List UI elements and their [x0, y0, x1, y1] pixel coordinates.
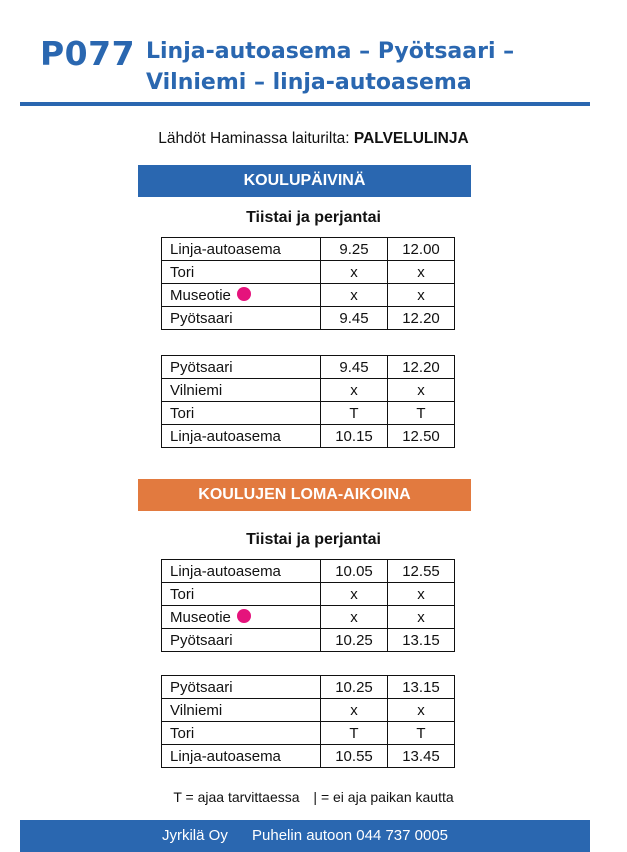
stop-name: Linja-autoasema	[162, 745, 321, 768]
stop-name: Tori	[162, 722, 321, 745]
departure-time: x	[388, 284, 455, 307]
table-row	[162, 629, 455, 652]
departure-time: x	[388, 583, 455, 606]
departure-time: T	[388, 402, 455, 425]
departure-time: 12.55	[388, 560, 455, 583]
stop-name: Linja-autoasema	[162, 425, 321, 448]
section-school-days-weekdays: Tiistai ja perjantai	[246, 209, 381, 226]
departure-time: x	[321, 261, 388, 284]
route-code: P077	[40, 34, 136, 73]
stop-name: Pyötsaari	[162, 356, 321, 379]
departure-time: x	[321, 606, 388, 629]
table-row	[162, 402, 455, 425]
stop-marker-dot-icon	[237, 609, 251, 623]
table-row	[162, 560, 455, 583]
table-row	[162, 699, 455, 722]
stop-name: Tori	[162, 402, 321, 425]
departure-time: x	[321, 583, 388, 606]
stop-name: Vilniemi	[162, 699, 321, 722]
departure-info	[0, 130, 627, 148]
departure-time: 10.55	[321, 745, 388, 768]
table-row	[162, 356, 455, 379]
departure-time: 13.15	[388, 629, 455, 652]
departure-prefix: Lähdöt Haminassa laiturilta:	[158, 130, 350, 147]
table-row	[162, 722, 455, 745]
departure-time: 10.25	[321, 676, 388, 699]
departure-time: 12.20	[388, 356, 455, 379]
footer-operator: Jyrkilä Oy	[161, 827, 228, 844]
stop-cell	[162, 606, 321, 629]
table-row	[162, 307, 455, 330]
table-row	[162, 583, 455, 606]
departure-time: 12.20	[388, 307, 455, 330]
timetable-holiday-return	[161, 675, 455, 768]
table-row	[162, 745, 455, 768]
stop-name: Vilniemi	[162, 379, 321, 402]
table-row	[162, 606, 455, 629]
departure-time: 10.15	[321, 425, 388, 448]
departure-time: 9.25	[321, 238, 388, 261]
timetable-school-outbound	[161, 237, 455, 330]
stop-name: Tori	[162, 583, 321, 606]
timetable-school-return	[161, 355, 455, 448]
departure-time: 13.45	[388, 745, 455, 768]
stop-name: Pyötsaari	[162, 676, 321, 699]
departure-time: 10.25	[321, 629, 388, 652]
departure-time: 9.45	[321, 307, 388, 330]
section-school-days-banner: KOULUPÄIVINÄ	[138, 165, 471, 197]
departure-time: 12.00	[388, 238, 455, 261]
departure-time: 9.45	[321, 356, 388, 379]
footer-bar	[20, 820, 590, 852]
departure-platform: PALVELULINJA	[353, 130, 469, 147]
departure-time: x	[388, 699, 455, 722]
departure-time: 13.15	[388, 676, 455, 699]
stop-marker-dot-icon	[237, 287, 251, 301]
departure-time: x	[321, 699, 388, 722]
legend	[0, 789, 627, 805]
departure-time: 10.05	[321, 560, 388, 583]
header-divider	[20, 102, 590, 106]
departure-time: x	[388, 379, 455, 402]
departure-time: x	[388, 606, 455, 629]
legend-t-note: T = ajaa tarvittaessa	[173, 789, 300, 805]
departure-time: T	[321, 722, 388, 745]
table-row	[162, 379, 455, 402]
departure-time: T	[388, 722, 455, 745]
table-row	[162, 238, 455, 261]
stop-name: Pyötsaari	[162, 307, 321, 330]
legend-bar-note: | = ei aja paikan kautta	[313, 789, 454, 805]
section-school-holidays-banner: KOULUJEN LOMA-AIKOINA	[138, 479, 471, 511]
timetable-holiday-outbound	[161, 559, 455, 652]
departure-time: x	[321, 284, 388, 307]
table-row	[162, 676, 455, 699]
table-row	[162, 425, 455, 448]
route-title-line-1: Linja-autoasema – Pyötsaari –	[146, 39, 515, 64]
section-school-holidays-weekdays: Tiistai ja perjantai	[246, 531, 381, 548]
route-title	[146, 36, 514, 98]
table-row	[162, 261, 455, 284]
departure-time: x	[388, 261, 455, 284]
footer-phone: Puhelin autoon 044 737 0005	[252, 827, 449, 844]
stop-cell	[162, 284, 321, 307]
table-row	[162, 284, 455, 307]
stop-name: Pyötsaari	[162, 629, 321, 652]
departure-time: x	[321, 379, 388, 402]
stop-name: Museotie	[170, 286, 231, 304]
departure-time: T	[321, 402, 388, 425]
stop-name: Tori	[162, 261, 321, 284]
stop-name: Museotie	[170, 608, 231, 626]
departure-time: 12.50	[388, 425, 455, 448]
route-title-line-2: Vilniemi – linja-autoasema	[146, 70, 472, 95]
stop-name: Linja-autoasema	[162, 238, 321, 261]
stop-name: Linja-autoasema	[162, 560, 321, 583]
